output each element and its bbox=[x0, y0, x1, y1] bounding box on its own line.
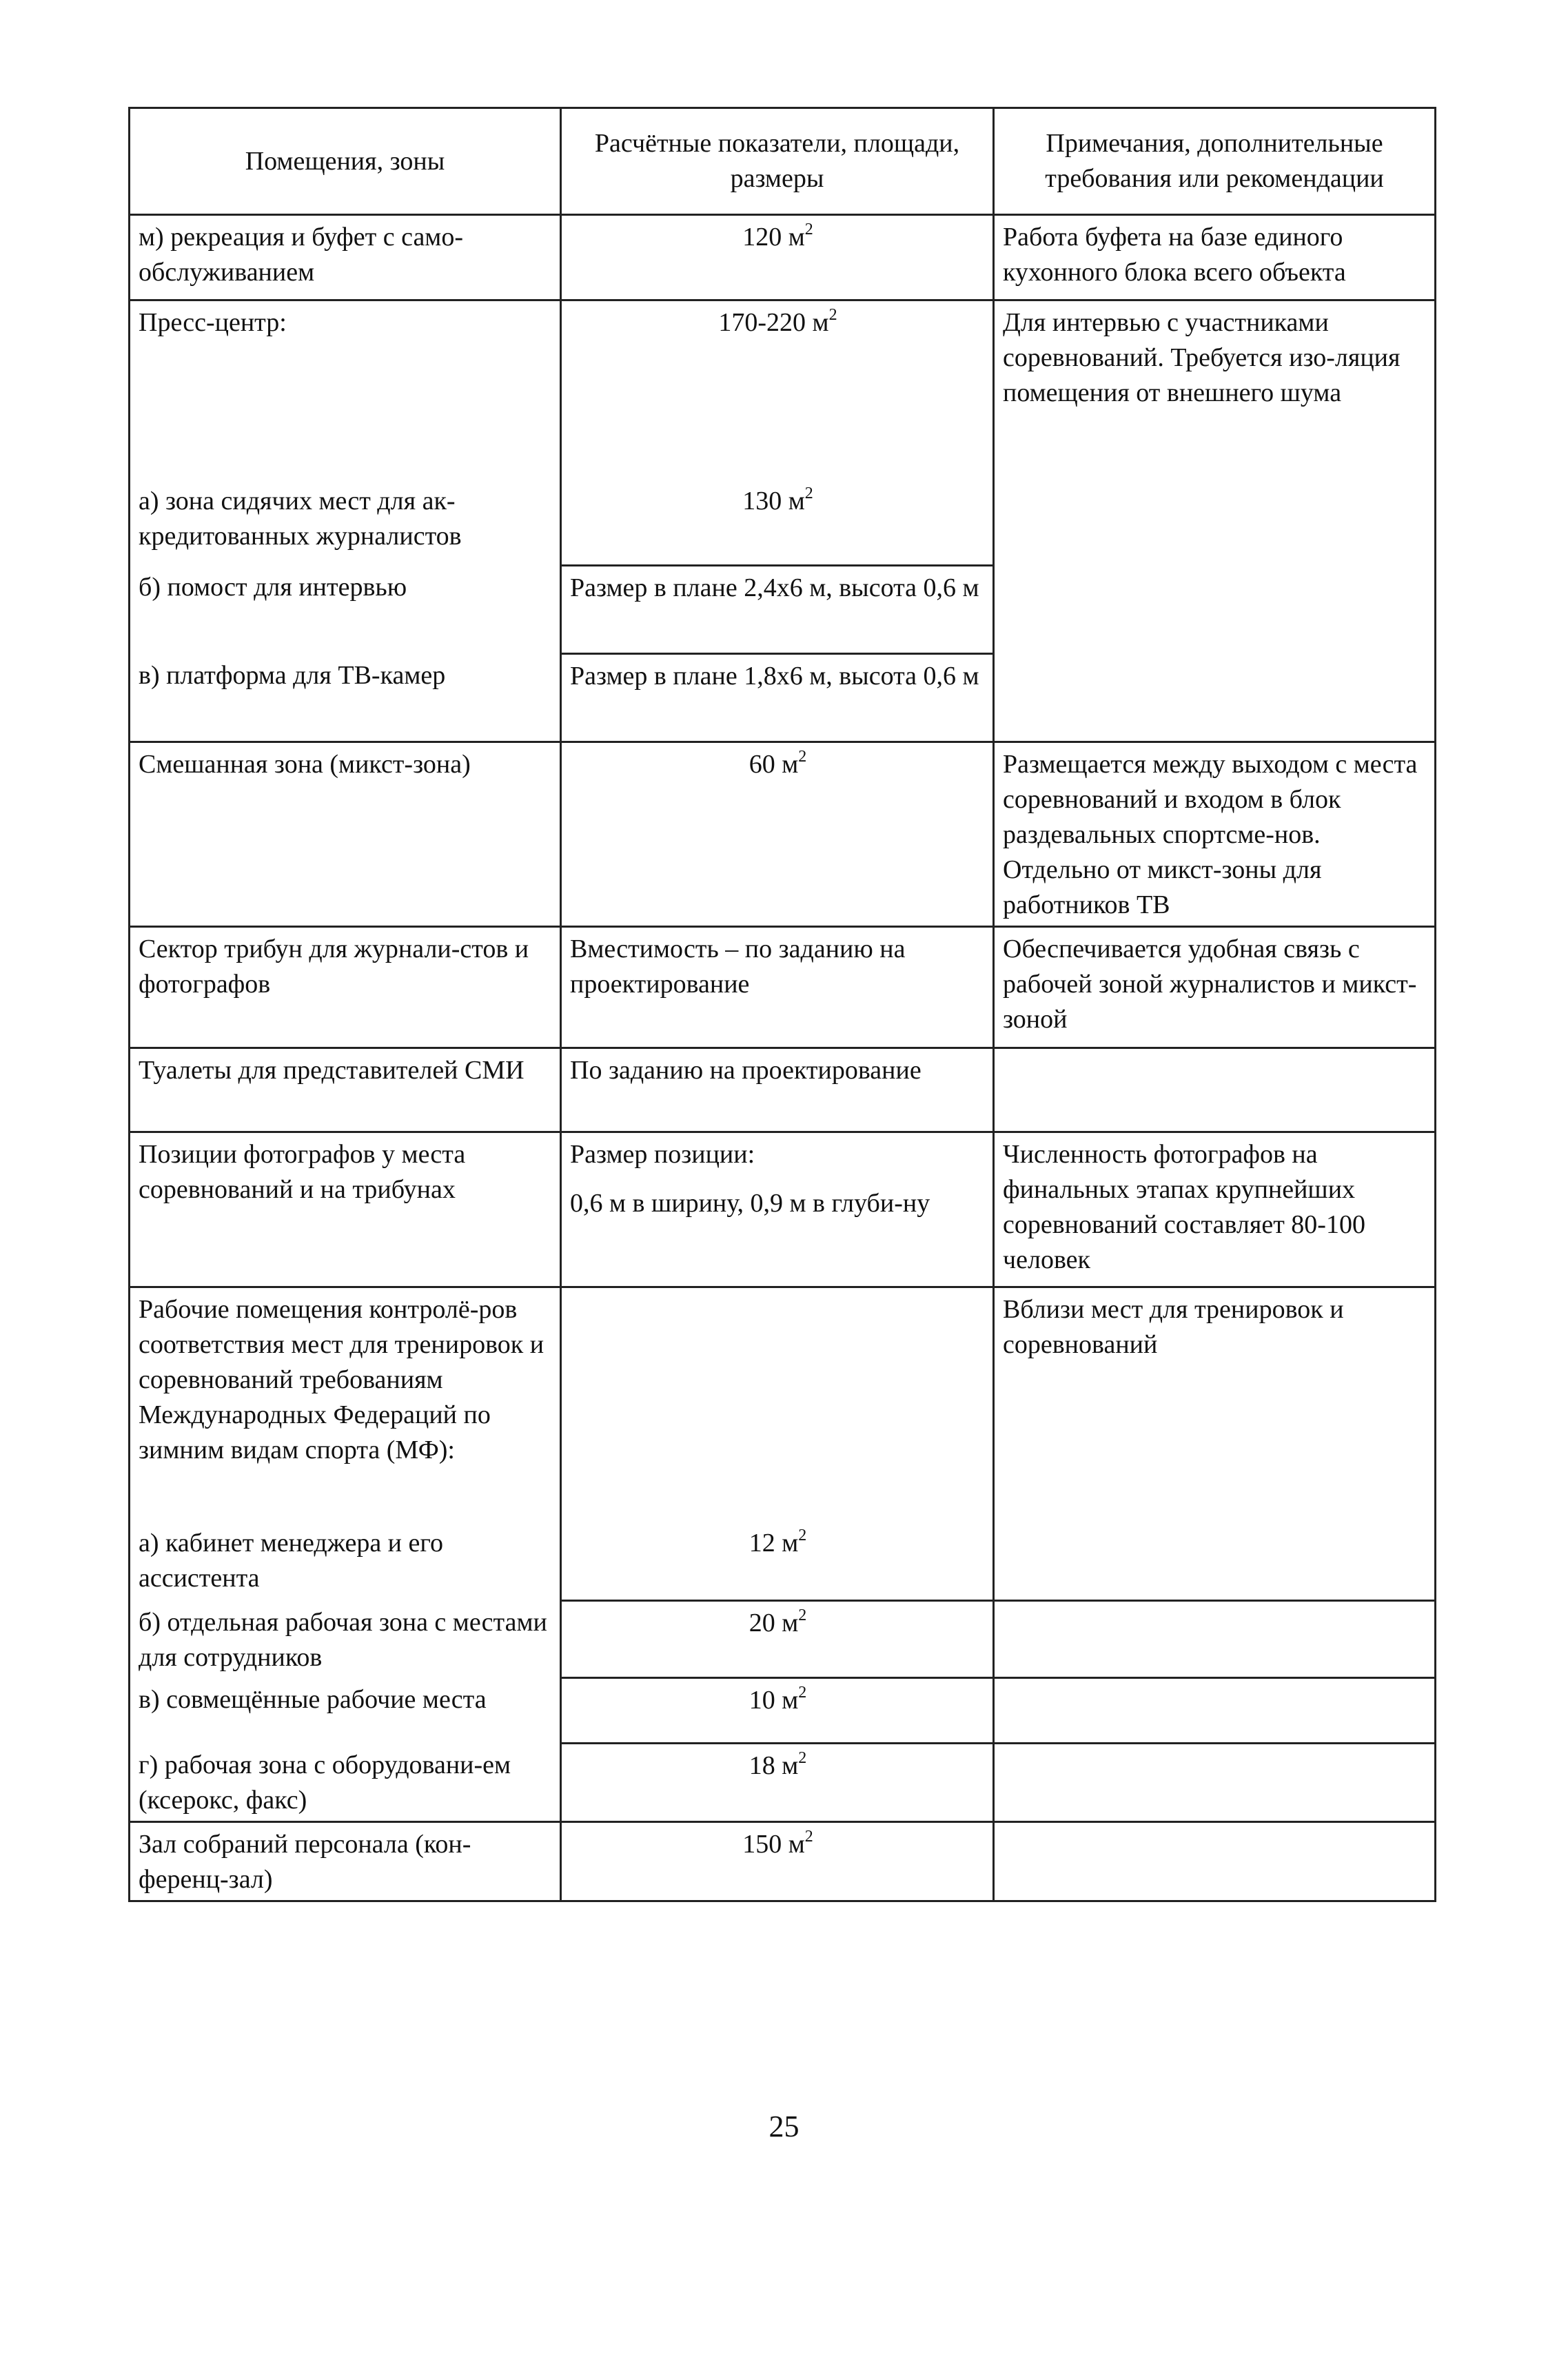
note-cell: Размещается между выходом с места соревнований и входом в блок раздевальных спортсме-нов. Отдельно от микст-зоны для работников ТВ bbox=[994, 742, 1436, 927]
zone-cell: в) платформа для ТВ-камер bbox=[130, 654, 561, 742]
area-cell: 60 $м^2$ bbox=[561, 742, 994, 927]
table-row bbox=[130, 1522, 1436, 1601]
zone-cell: г) рабочая зона с оборудовани-ем (ксерокс, факс) bbox=[130, 1744, 561, 1822]
zone-cell: б) помост для интервью bbox=[130, 566, 561, 654]
zone-cell: Сектор трибун для журнали-стов и фотографов bbox=[130, 927, 561, 1048]
zone-cell: м) рекреация и буфет с само-обслуживанием bbox=[130, 215, 561, 300]
table-row bbox=[130, 742, 1436, 927]
area-cell: Вместимость – по заданию на проектирование bbox=[561, 927, 994, 1048]
area-cell: Размер позиции: 0,6 м в ширину, 0,9 м в глуби-ну bbox=[561, 1132, 994, 1287]
area-cell: 170-220 $м^2$ bbox=[561, 300, 994, 480]
area-cell bbox=[561, 1287, 994, 1522]
area-cell: 12 $м^2$ bbox=[561, 1522, 994, 1601]
area-cell: По заданию на проектирование bbox=[561, 1048, 994, 1132]
note-cell bbox=[994, 1744, 1436, 1822]
area-cell: Размер в плане 2,4х6 м, высота 0,6 м bbox=[561, 566, 994, 654]
note-cell bbox=[994, 1048, 1436, 1132]
table-row bbox=[130, 1048, 1436, 1132]
note-cell bbox=[994, 1821, 1436, 1901]
zone-cell: б) отдельная рабочая зона с местами для сотрудников bbox=[130, 1601, 561, 1678]
zone-cell: Рабочие помещения контролё-ров соответствия мест для тренировок и соревнований требованиям Международных Федераций по зимним видам спорта (МФ): bbox=[130, 1287, 561, 1522]
zone-cell: Смешанная зона (микст-зона) bbox=[130, 742, 561, 927]
area-cell: 150 $м^2$ bbox=[561, 1821, 994, 1901]
header-indicators: Расчётные показатели, площади, размеры bbox=[561, 108, 994, 215]
zone-cell: в) совмещённые рабочие места bbox=[130, 1678, 561, 1744]
zone-cell: а) кабинет менеджера и его ассистента bbox=[130, 1522, 561, 1601]
table-row bbox=[130, 300, 1436, 480]
note-cell: Обеспечивается удобная связь с рабочей зоной журналистов и микст-зоной bbox=[994, 927, 1436, 1048]
note-cell: Численность фотографов на финальных этапах крупнейших соревнований составляет 80-100 человек bbox=[994, 1132, 1436, 1287]
table-row bbox=[130, 1821, 1436, 1901]
zone-cell: Зал собраний персонала (кон-ференц-зал) bbox=[130, 1821, 561, 1901]
table-row bbox=[130, 927, 1436, 1048]
zone-cell: Туалеты для представителей СМИ bbox=[130, 1048, 561, 1132]
zone-cell: Пресс-центр: bbox=[130, 300, 561, 480]
table-row bbox=[130, 215, 1436, 300]
table-row bbox=[130, 1132, 1436, 1287]
requirements-table bbox=[128, 107, 1436, 1902]
area-cell: 120 $м^2$ bbox=[561, 215, 994, 300]
note-cell bbox=[994, 1678, 1436, 1744]
note-cell: Работа буфета на базе единого кухонного блока всего объекта bbox=[994, 215, 1436, 300]
zone-cell: Позиции фотографов у места соревнований и на трибунах bbox=[130, 1132, 561, 1287]
table-row bbox=[130, 1601, 1436, 1678]
header-zones: Помещения, зоны bbox=[130, 108, 561, 215]
note-cell bbox=[994, 1601, 1436, 1678]
page-number: 25 bbox=[768, 2110, 800, 2143]
area-cell: 130 $м^2$ bbox=[561, 480, 994, 566]
table-row bbox=[130, 1744, 1436, 1822]
table-row bbox=[130, 1678, 1436, 1744]
zone-cell: а) зона сидячих мест для ак-кредитованных журналистов bbox=[130, 480, 561, 566]
area-cell: 10 $м^2$ bbox=[561, 1678, 994, 1744]
note-cell: Вблизи мест для тренировок и соревнований bbox=[994, 1287, 1436, 1522]
area-cell: 20 $м^2$ bbox=[561, 1601, 994, 1678]
table-header-row bbox=[130, 108, 1436, 215]
note-cell bbox=[994, 1522, 1436, 1601]
area-cell: Размер в плане 1,8х6 м, высота 0,6 м bbox=[561, 654, 994, 742]
table-row bbox=[130, 1287, 1436, 1522]
header-notes: Примечания, дополнительные требования или рекомендации bbox=[994, 108, 1436, 215]
note-cell: Для интервью с участниками соревнований. Требуется изо-ляция помещения от внешнего шума bbox=[994, 300, 1436, 742]
area-cell: 18 $м^2$ bbox=[561, 1744, 994, 1822]
